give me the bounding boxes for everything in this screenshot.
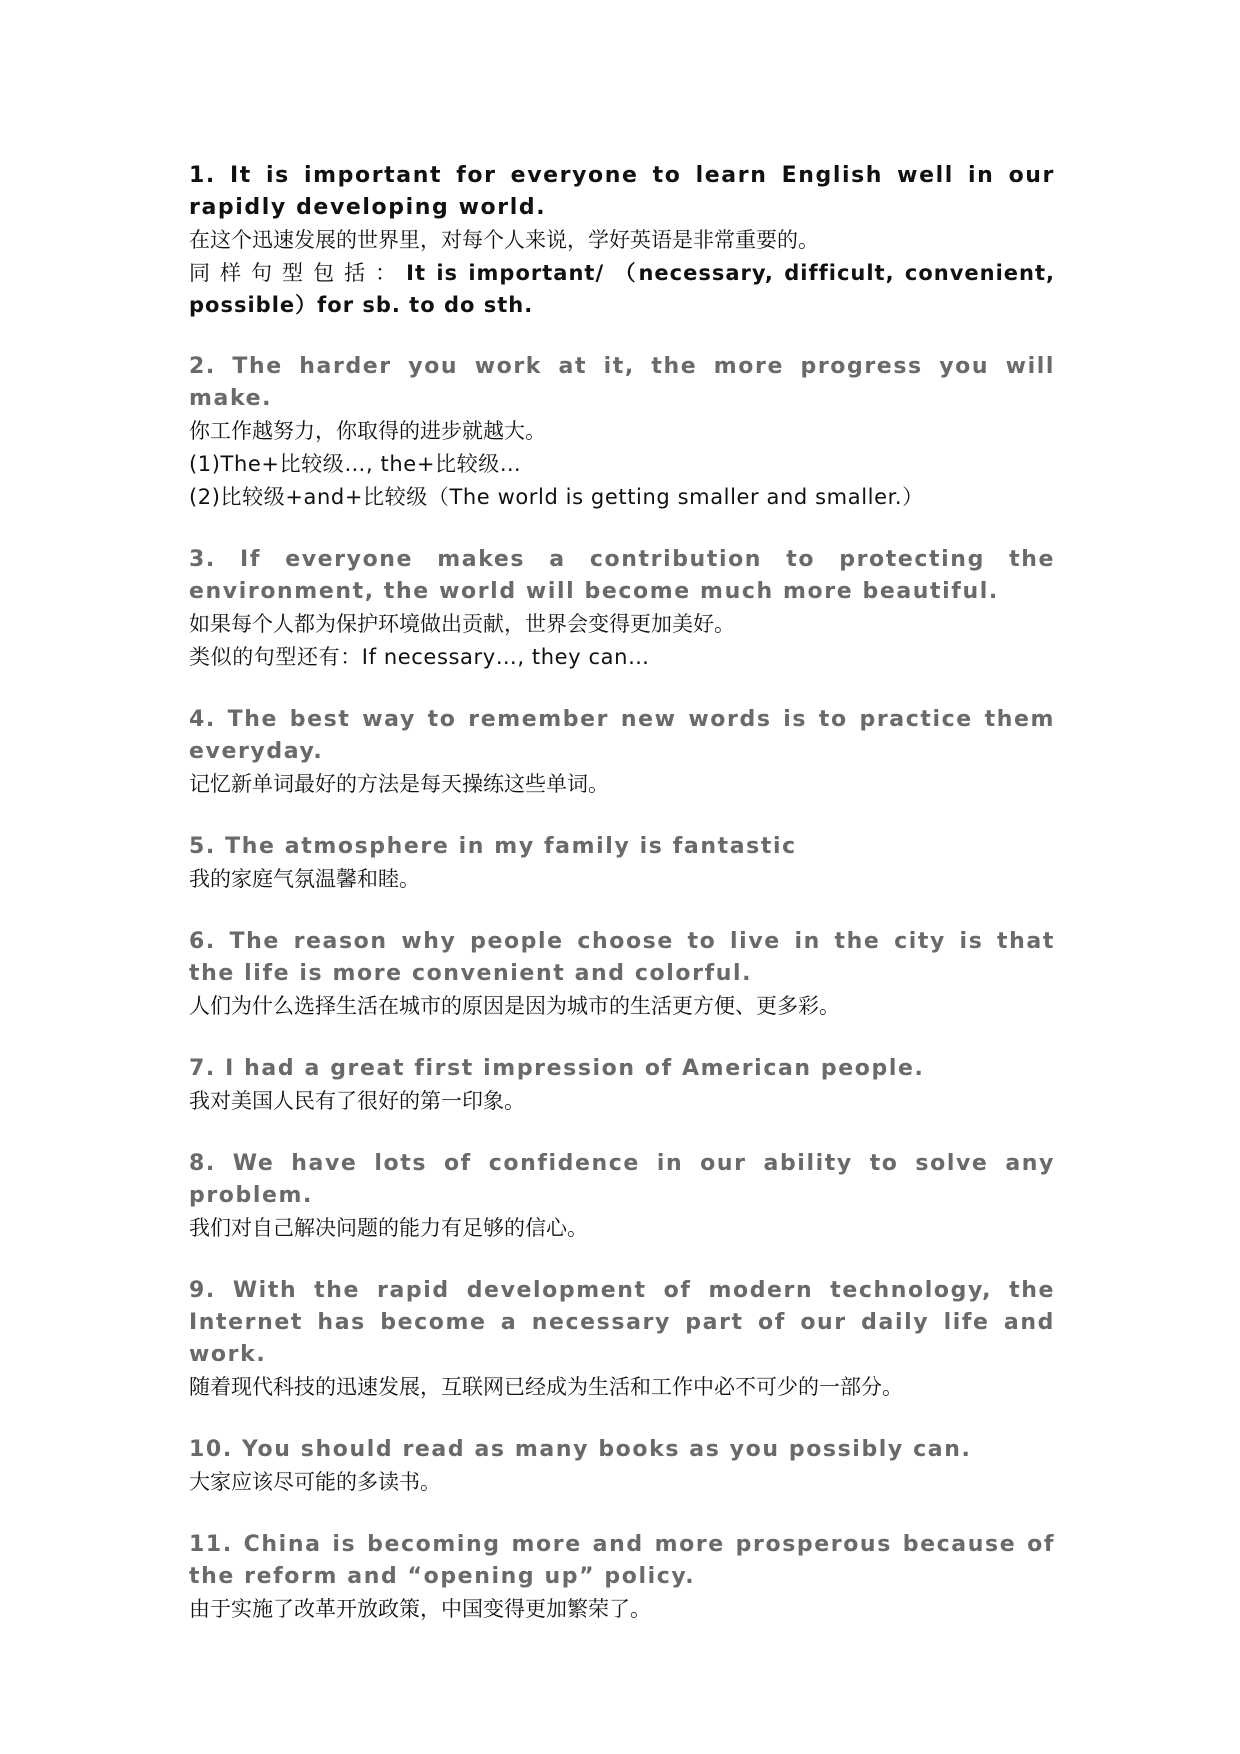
grammar-note: (2)比较级+and+比较级（The world is getting smaller and smaller.） [189, 485, 924, 509]
chinese-translation: 人们为什么选择生活在城市的原因是因为城市的生活更方便、更多彩。 [189, 994, 840, 1018]
english-sentence: 9. With the rapid development of modern technology, the Internet has become a necessary part of our daily life and work. [189, 1278, 1055, 1367]
pattern-text: It is important/ （necessary, difficult, convenient, possible）for sb. to do sth. [189, 261, 1056, 317]
chinese-translation: 我的家庭气氛温馨和睦。 [189, 867, 420, 891]
chinese-translation: 我们对自己解决问题的能力有足够的信心。 [189, 1216, 588, 1240]
chinese-translation: 记忆新单词最好的方法是每天操练这些单词。 [189, 772, 609, 796]
english-sentence: 4. The best way to remember new words is to practice them everyday. [189, 707, 1055, 764]
sentence-item-1 [189, 160, 1055, 321]
chinese-translation: 你工作越努力，你取得的进步就越大。 [189, 419, 546, 443]
english-sentence: 3. If everyone makes a contribution to protecting the environment, the world will become much more beautiful. [189, 547, 1055, 604]
sentence-item-6 [189, 926, 1055, 1023]
chinese-translation: 随着现代科技的迅速发展，互联网已经成为生活和工作中必不可少的一部分。 [189, 1375, 903, 1399]
sentence-item-10 [189, 1434, 1055, 1499]
chinese-translation: 我对美国人民有了很好的第一印象。 [189, 1089, 525, 1113]
chinese-translation: 如果每个人都为保护环境做出贡献，世界会变得更加美好。 [189, 612, 735, 636]
sentence-item-3 [189, 544, 1055, 674]
document-page [189, 160, 1055, 1656]
english-sentence: 8. We have lots of confidence in our ability to solve any problem. [189, 1151, 1055, 1208]
english-sentence: 5. The atmosphere in my family is fantastic [189, 834, 797, 859]
sentence-item-4 [189, 704, 1055, 801]
chinese-translation: 由于实施了改革开放政策，中国变得更加繁荣了。 [189, 1597, 651, 1621]
english-sentence: 7. I had a great first impression of American people. [189, 1056, 925, 1081]
english-sentence: 6. The reason why people choose to live in the city is that the life is more convenient and colorful. [189, 929, 1055, 986]
sentence-item-7 [189, 1053, 1055, 1118]
sentence-item-2 [189, 351, 1055, 514]
sentence-item-9 [189, 1275, 1055, 1404]
chinese-translation: 在这个迅速发展的世界里，对每个人来说，学好英语是非常重要的。 [189, 228, 819, 252]
sentence-item-11 [189, 1529, 1055, 1626]
english-sentence: 1. It is important for everyone to learn English well in our rapidly developing world. [189, 163, 1055, 220]
grammar-note: (1)The+比较级…, the+比较级… [189, 452, 522, 476]
pattern-label: 同样句型包括： [189, 261, 407, 285]
english-sentence: 2. The harder you work at it, the more progress you will make. [189, 354, 1055, 411]
english-sentence: 11. China is becoming more and more prosperous because of the reform and “opening up” policy. [189, 1532, 1055, 1589]
sentence-item-8 [189, 1148, 1055, 1245]
english-sentence: 10. You should read as many books as you possibly can. [189, 1437, 972, 1462]
chinese-translation: 大家应该尽可能的多读书。 [189, 1470, 441, 1494]
pattern-note [189, 257, 1055, 321]
sentence-item-5 [189, 831, 1055, 896]
grammar-note: 类似的句型还有：If necessary…, they can… [189, 645, 650, 669]
